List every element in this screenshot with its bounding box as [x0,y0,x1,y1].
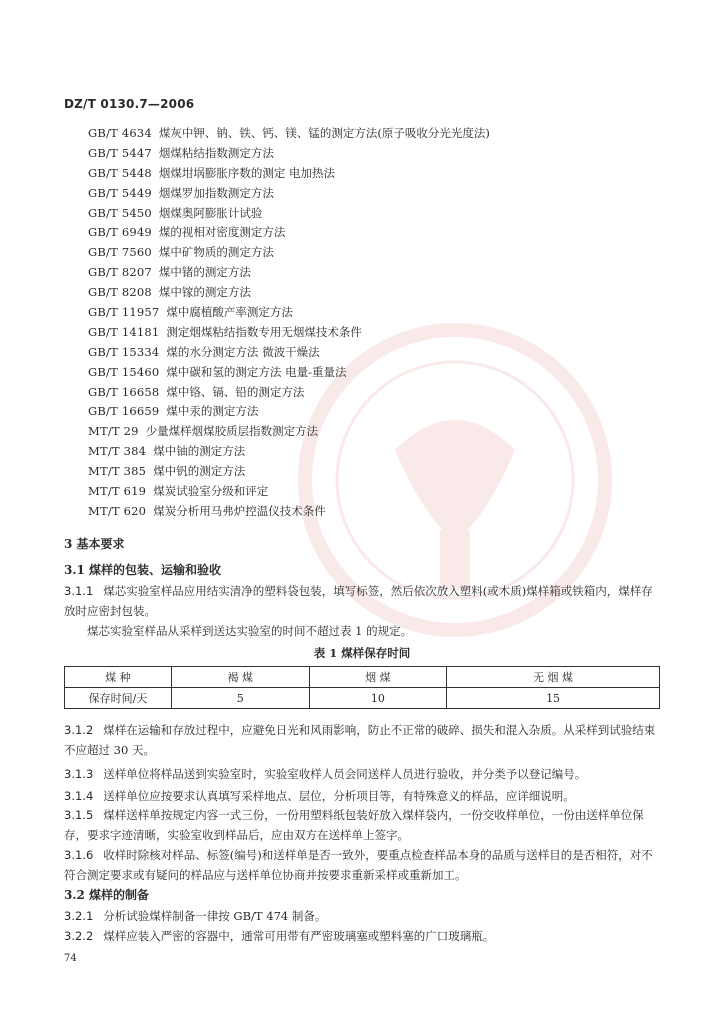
paragraph-3-1-6 [64,846,660,885]
reference-item [88,383,490,403]
table-header-cell: 煤 种 [65,667,172,688]
reference-code: GB/T 16659 [88,404,160,419]
table-row [65,688,660,709]
table-header-cell: 烟 煤 [309,667,447,688]
reference-title: 煤炭分析用马弗炉控温仪技术条件 [153,503,326,518]
reference-code: GB/T 8208 [88,285,152,300]
normative-references-list [88,124,490,522]
table-caption: 表 1 煤样保存时间 [313,646,411,660]
coal-storage-table [64,666,660,709]
reference-title: 煤灰中钾、钠、铁、钙、镁、锰的测定方法(原子吸收分光光度法) [158,126,490,140]
reference-item [88,363,490,383]
page-number: 74 [64,953,77,964]
reference-title: 少量煤样烟煤胶质层指数测定方法 [145,424,319,439]
subsection-heading-3-2: 3.2 煤样的制备 [64,888,150,902]
reference-item [88,283,490,303]
reference-item [88,343,490,363]
paragraph-3-1-5 [64,806,660,845]
clause-text: 收样时除核对样品、标签(编号)和送样单是否一致外，要重点检查样品本身的品质与送样目的是否相符，对不符合测定要求或有疑问的样品应与送样单位协商并按要求重新采样或重新加工。 [64,848,653,882]
clause-text: 送样单位将样品送到实验室时，实验室收样人员会同送样人员进行验收，并分类予以登记编号。 [103,767,587,781]
reference-code: GB/T 15334 [88,344,160,359]
document-code: DZ/T 0130.7—2006 [64,97,195,111]
reference-code: GB/T 6949 [88,225,152,240]
reference-code: MT/T 384 [88,444,147,459]
table-cell: 5 [172,688,310,709]
paragraph-3-1-1-note: 煤芯实验室样品从采样到送达实验室的时间不超过表 1 的规定。 [87,624,413,638]
clause-text: 分析试验煤样制备一律按 GB/T 474 制备。 [103,909,327,923]
reference-title: 煤中碳和氢的测定方法 电量-重量法 [166,364,347,379]
reference-title: 煤中镓的测定方法 [158,285,251,300]
reference-title: 煤中钒的测定方法 [153,464,246,479]
reference-item [88,124,490,144]
clause-text: 送样单位应按要求认真填写采样地点、层位，分析项目等，有特殊意义的样品，应详细说明。 [103,789,575,803]
clause-text: 煤样送样单按规定内容一式三份，一份用塑料纸包装好放入煤样袋内，一份交收样单位，一份由送样单位保存，要求字迹清晰，实验室收到样品后，应由双方在送样单上签字。 [64,808,644,842]
reference-title: 煤中铬、镉、铅的测定方法 [166,384,305,399]
reference-item [88,144,490,164]
reference-code: GB/T 5450 [88,205,152,220]
reference-title: 煤的视相对密度测定方法 [158,225,286,240]
reference-code: GB/T 4634 [88,126,152,140]
reference-item [88,303,490,323]
section-heading-3: 3 基本要求 [64,537,125,551]
reference-item [88,164,490,184]
reference-title: 烟煤罗加指数测定方法 [158,185,274,200]
reference-item [88,223,490,243]
paragraph-3-1-3 [64,765,660,785]
reference-item [88,323,490,343]
table-row-label: 保存时间/天 [65,688,172,709]
clause-number: 3.1.5 [64,808,94,822]
reference-item [88,263,490,283]
reference-item [88,502,490,522]
reference-title: 烟煤奥阿膨胀计试验 [158,205,263,220]
paragraph-3-2-2 [64,927,660,947]
paragraph-3-1-4 [64,787,660,807]
reference-item [88,482,490,502]
reference-item [88,442,490,462]
reference-title: 煤中矿物质的测定方法 [158,245,274,260]
reference-item [88,422,490,442]
clause-text: 煤样应装入严密的容器中，通常可用带有严密玻璃塞或塑料塞的广口玻璃瓶。 [103,929,495,943]
reference-title: 煤中锗的测定方法 [158,265,251,280]
clause-text: 煤芯实验室样品应用结实清净的塑料袋包装，填写标签，然后依次放入塑料(或木质)煤样箱或铁箱内，煤样存放时应密封包装。 [64,584,653,618]
reference-code: MT/T 620 [88,503,147,518]
clause-text: 煤样在运输和存放过程中，应避免日光和风雨影响，防止不正常的破碎、损失和混入杂质。从采样到试验结束不应超过 30 天。 [64,723,656,757]
clause-number: 3.1.4 [64,789,94,803]
clause-number: 3.1.2 [64,723,94,737]
reference-title: 测定烟煤粘结指数专用无烟煤技术条件 [166,324,362,339]
reference-item [88,204,490,224]
reference-code: GB/T 14181 [88,324,160,339]
table-header-cell: 无 烟 煤 [447,667,660,688]
reference-code: MT/T 29 [88,424,139,439]
reference-code: MT/T 619 [88,484,147,499]
clause-number: 3.2.1 [64,909,94,923]
table-cell: 10 [309,688,447,709]
reference-code: GB/T 5449 [88,185,152,200]
table-cell: 15 [447,688,660,709]
reference-title: 煤炭试验室分级和评定 [153,484,269,499]
reference-title: 煤中汞的测定方法 [166,404,259,419]
reference-title: 煤的水分测定方法 微波干燥法 [166,344,320,359]
paragraph-3-1-1 [64,582,660,621]
reference-item [88,402,490,422]
reference-code: MT/T 385 [88,464,147,479]
subsection-heading-3-1: 3.1 煤样的包装、运输和验收 [64,563,222,577]
table-header-row [65,667,660,688]
clause-number: 3.1.6 [64,848,94,862]
clause-number: 3.2.2 [64,929,94,943]
reference-title: 煤中腐植酸产率测定方法 [166,305,293,320]
reference-code: GB/T 16658 [88,384,160,399]
reference-code: GB/T 11957 [88,305,160,320]
reference-item [88,243,490,263]
reference-code: GB/T 5448 [88,165,152,180]
reference-code: GB/T 8207 [88,265,152,280]
reference-code: GB/T 5447 [88,145,152,160]
table-header-cell: 褐 煤 [172,667,310,688]
reference-title: 烟煤粘结指数测定方法 [158,145,274,160]
paragraph-3-2-1 [64,907,660,927]
reference-item [88,184,490,204]
paragraph-3-1-2 [64,721,660,760]
clause-number: 3.1.3 [64,767,94,781]
reference-item [88,462,490,482]
reference-title: 煤中铀的测定方法 [153,444,246,459]
reference-code: GB/T 7560 [88,245,152,260]
clause-number: 3.1.1 [64,584,94,598]
reference-code: GB/T 15460 [88,364,160,379]
reference-title: 烟煤坩埚膨胀序数的测定 电加热法 [158,165,336,180]
